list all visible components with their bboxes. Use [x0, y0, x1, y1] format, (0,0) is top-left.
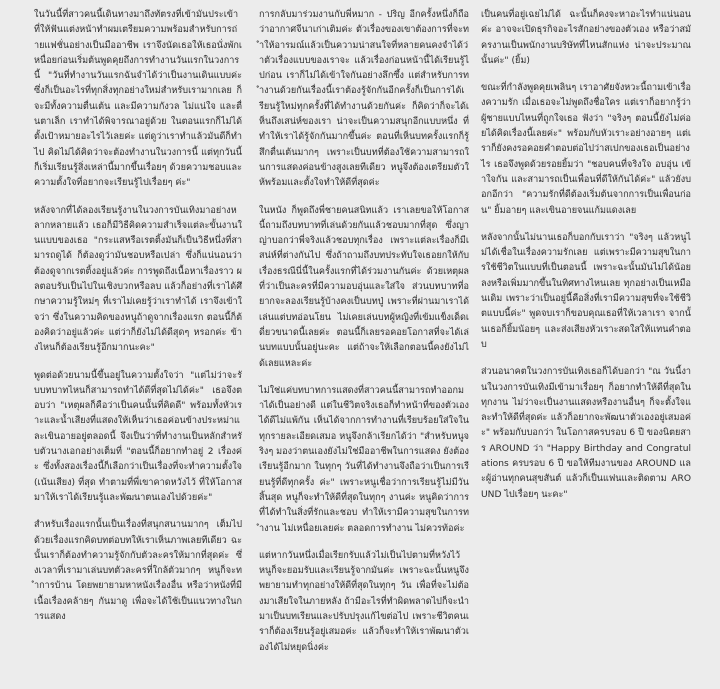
paragraph: หลังจากนั้นไม่นานเธอก็บอกกับเราว่า "จริงๆ แล้วหนูไม่ได้เชื่อในเรื่องความรักเลย แต่เพราะมีความสุขในการใช้ชีวิตในแบบที่เป็นตอนนี้ เพราะฉะนั้นมันไม่ได้น้อยลงหรือเพิ่มมากขึ้นในทิศทางไหนเลย ทุกอย่างเป็นเหมือนเดิม เพราะว่าเป็นอยู่นี้คือสิ่งที่เรามีความสุขที่จะใช้ชีวิตแบบนี้ค่ะ" พูดจบเราก็ขอบคุณเธอที่ให้เวลาเรา จากนั้นเธอก็ยิ้มน้อยๆ และส่งเสียงหัวเราะสดใสให้แทนคำตอบ	[481, 232, 691, 350]
paragraph: หลังจากที่ได้ลองเรียนรู้งานในวงการบันเทิงมาอย่างหลากหลายแล้ว เธอก็มีวิธีคิดความสำเร็จแต่ละขั้นงานในแบบของเธอ "กระแสหรือเรตติ้งมันก็เป็นวิธีหนึ่งที่สามารถดูได้ ก็ต้องดูว่ามันชอบหรือเปล่า ซึ่งก็แน่นอนว่าต้องดูจากเรตติ้งอยู่แล้วค่ะ การพูดถึงเนื้อหาเรื่องราว ผลตอบรับเป็นไปในเชิงบวกหรือลบ แล้วก็อย่างที่เราได้ศึกษาความรู้ใหม่ๆ ที่เราไม่เคยรู้ว่าเราทำได้ เราจึงเข้าใจว่า ซึ่งในความคิดของหนูถ้าดูจากเรื่องแรก ตอนนี้ก็ต้องคิดว่าอยู่แล้วค่ะ แต่ว่าก็ยังไม่ได้ดีสุดๆ หรอกค่ะ ข้างไหนก็ต้องเรียนรู้อีกมากนะคะ"	[34, 205, 242, 354]
paragraph: เป็นคนที่อยู่เฉยไม่ได้ ฉะนั้นก็คงจะหาอะไรทำแน่นอนค่ะ อาจจะเปิดธุรกิจอะไรสักอย่างของตัวเอง หรือว่าสมัครงานเป็นพนักงานบริษัทที่ไหนสักแห่ง น่าจะประมาณนั้นค่ะ" (ยิ้ม)	[481, 10, 691, 66]
text-column-right	[481, 8, 691, 503]
paragraph: ขณะที่กำลังพูดคุยเพลินๆ เราอาศัยจังหวะนี้ถามเข้าเรื่องความรัก เมื่อเธอจะไม่พูดถึงชื่อใคร แต่เราก็อยากรู้ว่าผู้ชายแบบไหนที่ถูกใจเธอ ฟังว่า "จริงๆ ตอนนี้ยังไม่ค่อยได้คิดเรื่องนี้เลยค่ะ" พร้อมกับหัวเราะอย่างอายๆ แต่เราก็ยังคงรอคอยคำตอบต่อไปว่าสเปกของเธอเป็นอย่างไร เธอจึงพูดด้วยรอยยิ้มว่า "ชอบคนที่จริงใจ อบอุ่น เข้าใจกัน และสามารถเป็นเพื่อนที่ดีให้กันได้ค่ะ" แล้วยังบอกอีกว่า "ความรักที่ดีต้องเริ่มต้นจากการเป็นเพื่อนก่อน" ยิ้มอายๆ และเขินอายจนแก้มแดงเลย	[481, 83, 691, 216]
text-column-middle	[259, 8, 469, 656]
paragraph: ไม่ใช่แค่บทบาทการแสดงที่สาวคนนี้สามารถทำออกมาได้เป็นอย่างดี แต่ในชีวิตจริงเธอก็ทำหน้าที่ของตัวเองได้ดีไม่แพ้กัน เห็นได้จากการทำงานที่เรียบร้อยใส่ใจในทุกรายละเอียดเสมอ หนูจึงกล้าเรียกได้ว่า "สำหรับหนูจริงๆ มองว่าตนเองยังไม่ใช่มืออาชีพในการแสดง ยังต้องเรียนรู้อีกมาก ในทุกๆ วันที่ได้ทำงานจึงถือว่าเป็นการเรียนรู้ที่ดีทุกครั้ง ค่ะ" เพราะหนูเชื่อว่าการเรียนรู้ไม่มีวันสิ้นสุด หนูก็จะทำให้ดีที่สุดในทุกๆ งานค่ะ หนูคิดว่าการที่ได้ทำในสิ่งที่รักและชอบ ทำให้เรามีความสุขในการทำงาน ไม่เหนื่อยเลยค่ะ ตลอดการทำงาน ไม่ควรท้อค่ะ	[259, 385, 469, 534]
text-column-left	[34, 8, 242, 625]
paragraph: ในหนัง ก็พูดถึงพี่ชายคนสนิทแล้ว เราเลยขอให้โอกาสนี้ถามถึงบทบาทที่เล่นด้วยกันแล้วชอบมากที่สุด ซึ่งญาญ่าบอกว่าพี่จริงแล้วชอบทุกเรื่อง เพราะแต่ละเรื่องก็มีเสน่ห์ที่ต่างกันไป ซึ่งถ้าถามถึงบทประทับใจเธอยกให้กับเรื่องธรณีนี่นี้ในครั้งแรกที่ได้ร่วมงานกันค่ะ ด้วยเหตุผลที่ว่าเป็นละครที่มีความอบอุ่นและใส่ใจ ส่วนบทบาทที่อยากจะลองเรียนรู้บ้างคงเป็นบทปู่ เพราะที่ผ่านมาเราได้เล่นแต่บทอ่อนโยน ไม่เคยเล่นบทผู้หญิงที่เข้มแข็งเด็ดเดี่ยวขนาดนี้เลยค่ะ ตอนนี้ก็เลยรอคอยโอกาสที่จะได้เล่นบทแบบนั้นอยู่นะคะ แต่ถ้าจะให้เลือกตอนนี้คงยังไม่ได้เลยแหละค่ะ	[259, 205, 469, 369]
paragraph: สำหรับเรื่องแรกนั้นเป็นเรื่องที่สนุกสนานมากๆ เต็มไปด้วยเรื่องแรกคิดบทต่อบทให้เราเห็นภาพเลยทีเดียว ฉะนั้นเราก็ต้องทำความรู้จักกับตัวละครให้มากที่สุดค่ะ ซึ่งเวลาที่เรามาเล่นบทตัวละครที่ใกล้ตัวมากๆ หนูก็จะทำการบ้าน โดยพยายามหาหนังเรื่องอื่น หรือว่าหนังที่มีเนื้อเรื่องคล้ายๆ กันมาดู เพื่อจะได้ใช้เป็นแนวทางในการแสดง	[34, 520, 242, 622]
paragraph: แต่หากวันหนึ่งเมื่อเรียกรับแล้วไม่เป็นไปตามที่หวังไว้ หนูก็จะยอมรับและเรียนรู้จากมันค่ะ เพราะฉะนั้นหนูจึงพยายามทำทุกอย่างให้ดีที่สุดในทุกๆ วัน เพื่อที่จะไม่ต้องมาเสียใจในภายหลัง ถ้ามีอะไรที่ทำผิดพลาดไปก็จะนำมาเป็นบทเรียนและปรับปรุงแก้ไขต่อไป เพราะชีวิตคนเราก็ต้องเรียนรู้อยู่เสมอค่ะ แล้วก็จะทำให้เราพัฒนาตัวเองได้ไม่หยุดนิ่งค่ะ	[259, 550, 469, 653]
paragraph: ส่วนอนาคตในวงการบันเทิงเธอก็ได้บอกว่า "ณ วันนี้งานในวงการบันเทิงมีเข้ามาเรื่อยๆ ก็อยากทำให้ดีที่สุดในทุกงาน ไม่ว่าจะเป็นงานแสดงหรืองานอื่นๆ ก็จะตั้งใจและทำให้ดีที่สุดค่ะ แล้วก็อยากจะพัฒนาตัวเองอยู่เสมอค่ะ" พร้อมกับบอกว่า ในโอกาสครบรอบ 6 ปี ของนิตยสาร AROUND ว่า "Happy Birthday and Congratulations ครบรอบ 6 ปี ขอให้ทีมงานของ AROUND และผู้อ่านทุกคนสุขสันต์ แล้วก็เป็นแฟนและติดตาม AROUND ไปเรื่อยๆ นะคะ"	[481, 367, 691, 500]
paragraph: การกลับมาร่วมงานกับพี่หมาก - ปริญ อีกครั้งหนึ่งก็ถือว่าอากาศจีนาเก่าเติมค่ะ ตัวเรื่องของเขาต้องการที่จะทำให้อารมณ์แล้วเป็นความน่าสนใจที่หลายคนคงจำได้ว่าตัวเรื่องแบบของเราจะ แล้วเรื่องก่อนหน้านี้ได้เรียนรู้ไปก่อน เราก็ไม่ได้เข้าใจกันอย่างลึกซึ้ง แต่สำหรับการทำงานด้วยกันเรื่องนี้เราต้องรู้จักกันอีกครั้งก็เป็นการได้เรียนรู้ใหม่ทุกครั้งที่ได้ทำงานด้วยกันค่ะ ก็คิดว่าก็จะได้เห็นถึงเสน่ห์ของเรา น่าจะเป็นความสนุกอีกแบบหนึ่ง ที่ทำให้เราได้รู้จักกันมากขึ้นค่ะ ตอนที่เห็นบทครั้งแรกก็รู้สึกตื่นเต้นมากๆ เพราะเป็นบทที่ต้องใช้ความสามารถในการแสดงค่อนข้างสูงเลยทีเดียว หนูจึงต้องเตรียมตัวให้พร้อมและตั้งใจทำให้ดีที่สุดค่ะ	[259, 10, 469, 189]
paragraph: พูดต่อด้วยนามนี้ขึ้นอยู่ในความตั้งใจว่า "แต่ไม่ว่าจะรับบทบาทไหนก็สามารถทำได้ดีที่สุดไม่ได้ค่ะ" เธอจึงตอบว่า "เหตุผลก็คือว่าเป็นคนนั้นที่คิดดี" พร้อมทั้งหัวเราะและน้ำเสียงที่แสดงให้เห็นว่าเธอค่อนข้างประหม่าและเขินอายอยู่ตลอดนี้ จึงเป็นว่าที่ทำงานเป็นหลักสำหรับตัวนางเอกอย่างเต็มที่ "ตอนนี้ก็อยากทำอยู่ 2 เรื่องค่ะ ซึ่งทั้งสองเรื่องนี้ก็เลือกว่าเป็นเรื่องที่จะทำความตั้งใจ (เน้นเสียง) ที่สุด ทำตามที่พี่เขาคาดหวังไว้ ที่ให้โอกาสมาให้เราได้เรียนรู้และพัฒนาตนเองไปด้วยค่ะ"	[34, 370, 242, 503]
paragraph: ในวันนี้ที่สาวคนนี้เดินทางมาถึงทัตรงที่เข้ามันประเข้าที่ให้ฟันแต่งหน้าทำผมเตรียมความพร้อมสำหรับการถ่ายแฟชั่นอย่างเป็นมืออาชีพ เราจึงนัดเธอให้เธอนั่งพักเหนื่อยก่อนเริ่มต้นพูดคุยถึงการทำงานวันแรกในวงการนี้ "วันที่ทำงานวันแรกฉันจำได้ว่าเป็นงานเดินแบบค่ะ ซึ่งก็เป็นอะไรที่ทุกสิ่งทุกอย่างใหม่สำหรับเรามากเลย ก็จะมีทั้งความตื่นเต้น และมีความกังวล ไม่แน่ใจ และตื่นตาเล็ก เราทำได้พิจารณาอยู่ด้วย ในตอนแรกก็ไม่ได้ตั้งเป้าหมายอะไรไว้เลยค่ะ แต่ดูว่าเราทำแล้วมันดีก็ทำไป คิดไม่ได้คิดว่าจะต้องทำงานในวงการนี้ แต่ทุกวันนี้ก็เริ่มเรียนรู้สิ่งเหล่านี้มากขึ้นเรื่อยๆ ด้วยความชอบและความตั้งใจที่อยากจะเรียนรู้ไปเรื่อยๆ ค่ะ"	[34, 10, 242, 189]
